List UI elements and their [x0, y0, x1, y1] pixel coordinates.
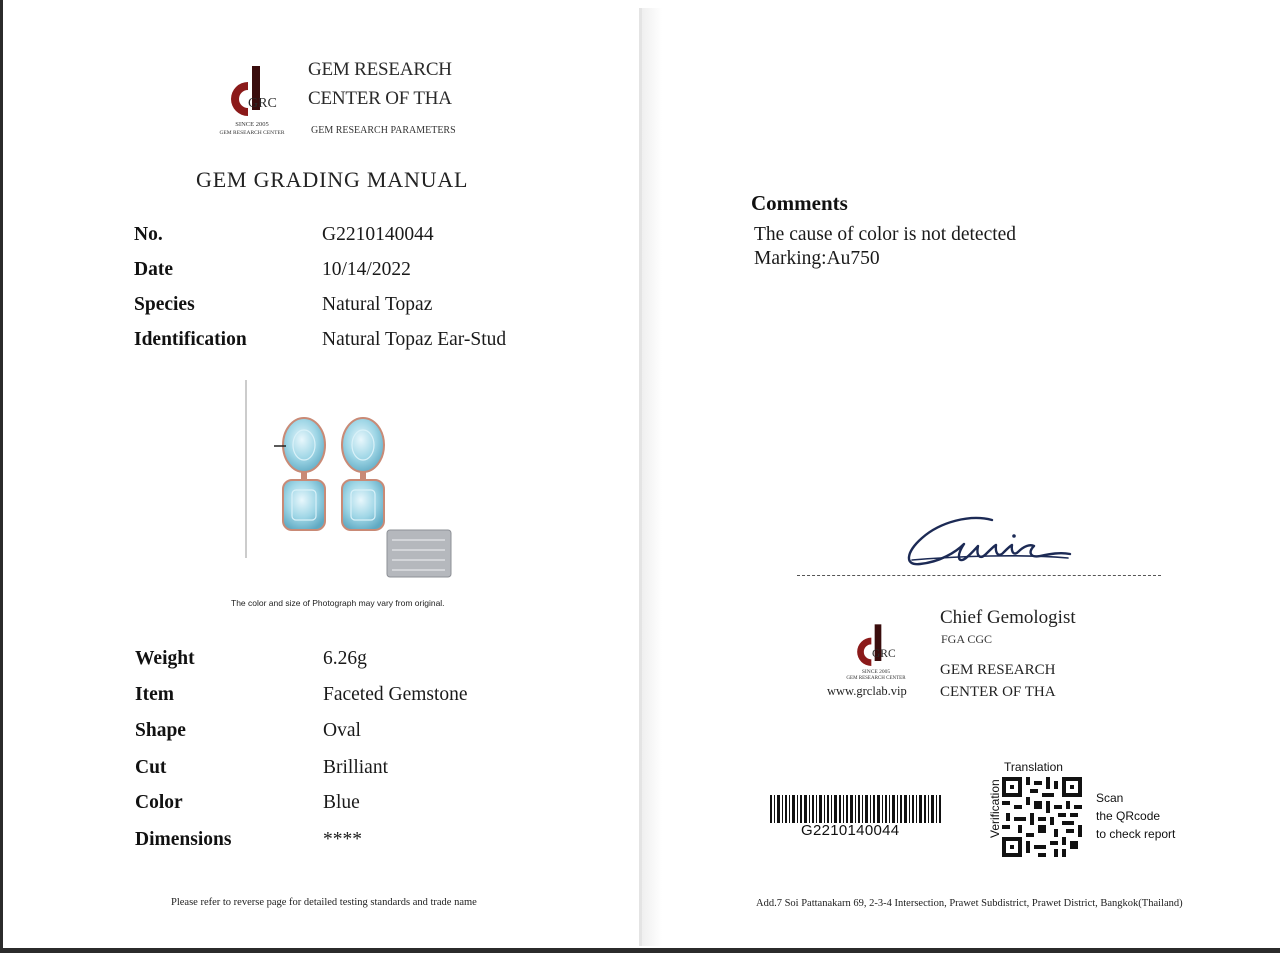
lab-address: Add.7 Soi Pattanakarn 69, 2-3-4 Intersection, Prawet Subdistrict, Prawet District, Bangkok(Thailand): [756, 898, 1183, 909]
field-label-dimensions: Dimensions: [135, 829, 232, 850]
website-link[interactable]: www.grclab.vip: [827, 684, 907, 698]
logo-caption: GEM RESEARCH CENTER: [219, 130, 285, 136]
field-label-color: Color: [135, 792, 183, 813]
field-value-species: Natural Topaz: [322, 294, 433, 315]
field-value-item: Faceted Gemstone: [323, 684, 468, 705]
field-value-cut: Brilliant: [323, 757, 388, 778]
scan-line-1: Scan: [1096, 791, 1124, 805]
comment-line-1: The cause of color is not detected: [754, 224, 1017, 245]
field-label-identification: Identification: [134, 329, 247, 350]
comment-line-2: Marking:Au750: [754, 248, 880, 269]
scan-line-3: to check report: [1096, 827, 1176, 841]
field-label-species: Species: [134, 294, 195, 315]
page-edge-left: [0, 0, 3, 953]
gemstone-photo: [240, 378, 460, 583]
comments-title: Comments: [751, 191, 848, 215]
field-label-weight: Weight: [135, 648, 195, 669]
signature-line: [797, 575, 1161, 576]
scan-instruction: [1096, 789, 1175, 843]
signer-credentials: FGA CGC: [941, 632, 993, 646]
field-value-number: G2210140044: [322, 224, 434, 245]
barcode-icon: [770, 795, 942, 823]
signer-org-line1: GEM RESEARCH: [940, 662, 1056, 678]
qr-code-icon[interactable]: [1002, 777, 1082, 857]
logo-text: GRC: [248, 96, 277, 111]
field-value-dimensions: ****: [323, 829, 362, 850]
document-title: GEM GRADING MANUAL: [196, 167, 469, 192]
field-label-cut: Cut: [135, 757, 167, 778]
fold-shadow: [642, 8, 662, 946]
field-label-item: Item: [135, 684, 174, 705]
field-label-shape: Shape: [135, 720, 186, 741]
signer-org-line2: CENTER OF THA: [940, 684, 1056, 700]
qr-verification-label: Verification: [988, 779, 1002, 838]
field-value-date: 10/14/2022: [322, 259, 411, 280]
photo-caption: The color and size of Photograph may vary from original.: [231, 598, 445, 608]
grc-logo-small-icon: [853, 622, 903, 670]
org-name-line1: GEM RESEARCH: [308, 59, 452, 80]
logo-small-text: GRC: [872, 648, 896, 660]
field-value-identification: Natural Topaz Ear-Stud: [322, 329, 507, 350]
field-value-weight: 6.26g: [323, 648, 367, 669]
signer-title: Chief Gemologist: [940, 607, 1076, 628]
since-small-text: SINCE 2005: [861, 669, 891, 675]
qr-translation-label: Translation: [1004, 760, 1063, 774]
field-value-color: Blue: [323, 792, 360, 813]
field-label-number: No.: [134, 224, 163, 245]
logo-small-caption: GEM RESEARCH CENTER: [846, 676, 906, 681]
scan-line-2: the QRcode: [1096, 809, 1161, 823]
page-edge-bottom: [0, 948, 1280, 953]
signature-icon: [900, 508, 1075, 572]
since-text: SINCE 2005: [235, 121, 269, 128]
left-footer-note: Please refer to reverse page for detailed testing standards and trade name: [171, 897, 477, 908]
field-value-shape: Oval: [323, 720, 361, 741]
org-name-line2: CENTER OF THA: [308, 88, 452, 109]
field-label-date: Date: [134, 259, 173, 280]
org-subtitle: GEM RESEARCH PARAMETERS: [311, 125, 456, 136]
barcode-number: G2210140044: [801, 822, 900, 839]
